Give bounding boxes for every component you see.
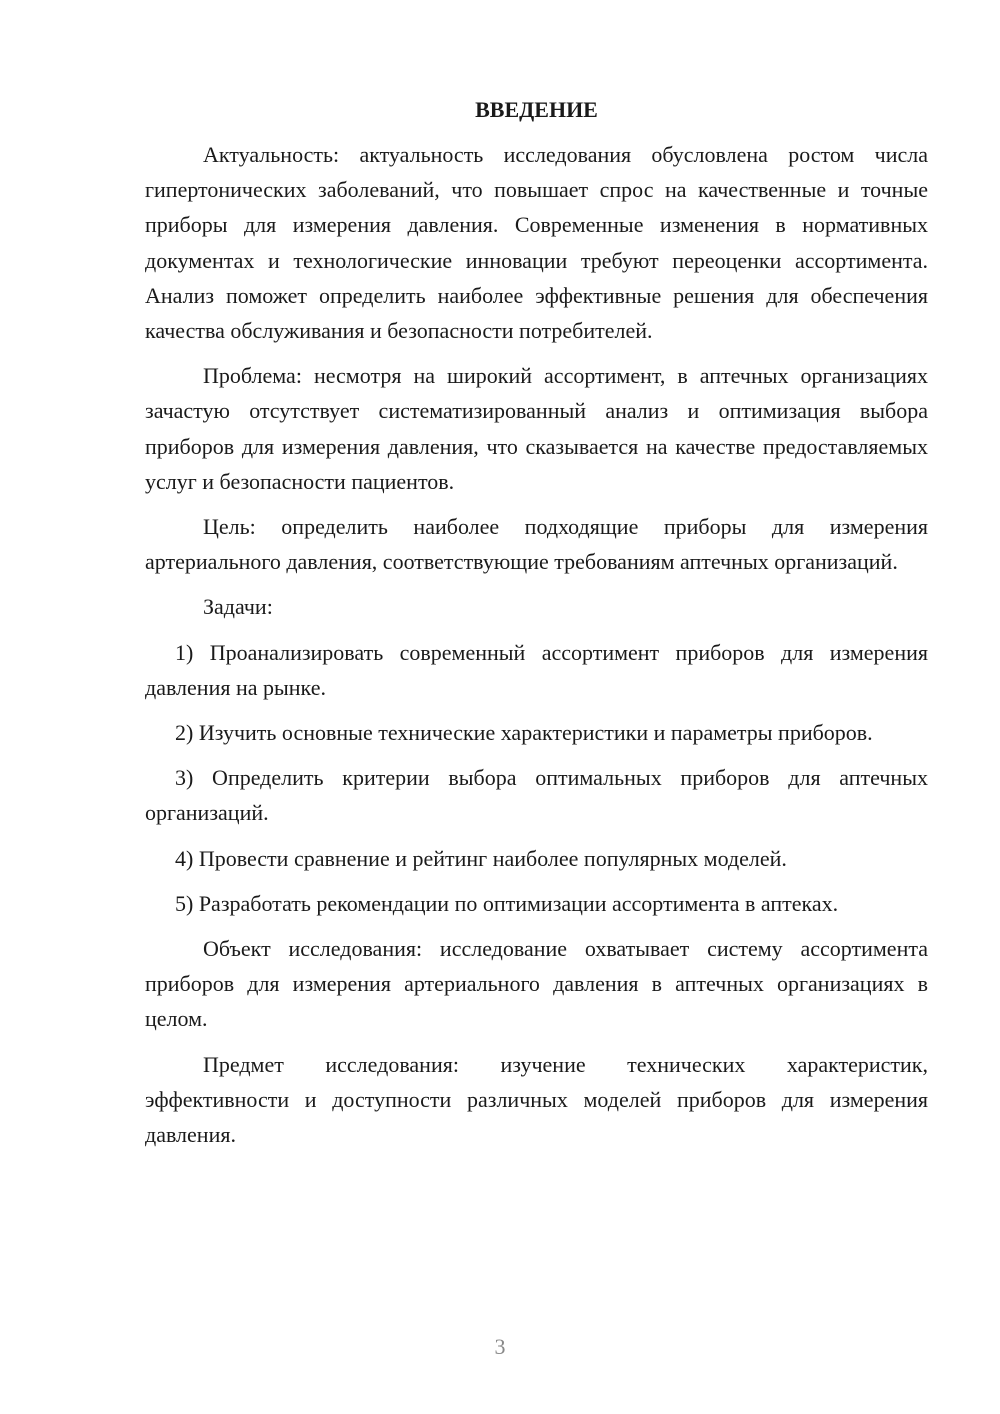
page-number: 3 <box>494 1334 506 1359</box>
problem-paragraph: Проблема: несмотря на широкий ассортимент, в аптечных организациях зачастую отсутствует систематизированный анализ и оптимизация выбора приборов для измерения давления, что сказывается на качестве предоставляемых услуг и безопасности пациентов. <box>145 363 928 494</box>
task-item-3: 3) Определить критерии выбора оптимальных приборов для аптечных организаций. <box>145 765 928 826</box>
task-item-2: 2) Изучить основные технические характеристики и параметры приборов. <box>175 720 873 746</box>
task-item-5: 5) Разработать рекомендации по оптимизации ассортимента в аптеках. <box>175 890 839 916</box>
object-paragraph: Объект исследования: исследование охватывает систему ассортимента приборов для измерения артериального давления в аптечных организациях в целом. <box>145 936 928 1032</box>
subject-paragraph: Предмет исследования: изучение технических характеристик, эффективности и доступности различных моделей приборов для измерения давления. <box>145 1051 928 1148</box>
section-title: ВВЕДЕНИЕ <box>475 97 598 122</box>
relevance-paragraph: Актуальность: актуальность исследования обусловлена ростом числа гипертонических заболеваний, что повышает спрос на качественные и точные приборы для измерения давления. Современные изменения в нормативных документах и технологические инновации требуют переоценки ассортимента. Анализ поможет определить наиболее эффективные решения для обеспечения качества обслуживания и безопасности потребителей. <box>145 142 928 344</box>
tasks-heading: Задачи: <box>203 594 273 620</box>
task-item-1: 1) Проанализировать современный ассортимент приборов для измерения давления на рынке. <box>145 639 928 700</box>
document-page <box>145 92 928 1152</box>
task-item-4: 4) Провести сравнение и рейтинг наиболее популярных моделей. <box>175 845 787 871</box>
goal-paragraph: Цель: определить наиболее подходящие приборы для измерения артериального давления, соответствующие требованиям аптечных организаций. <box>145 514 928 575</box>
